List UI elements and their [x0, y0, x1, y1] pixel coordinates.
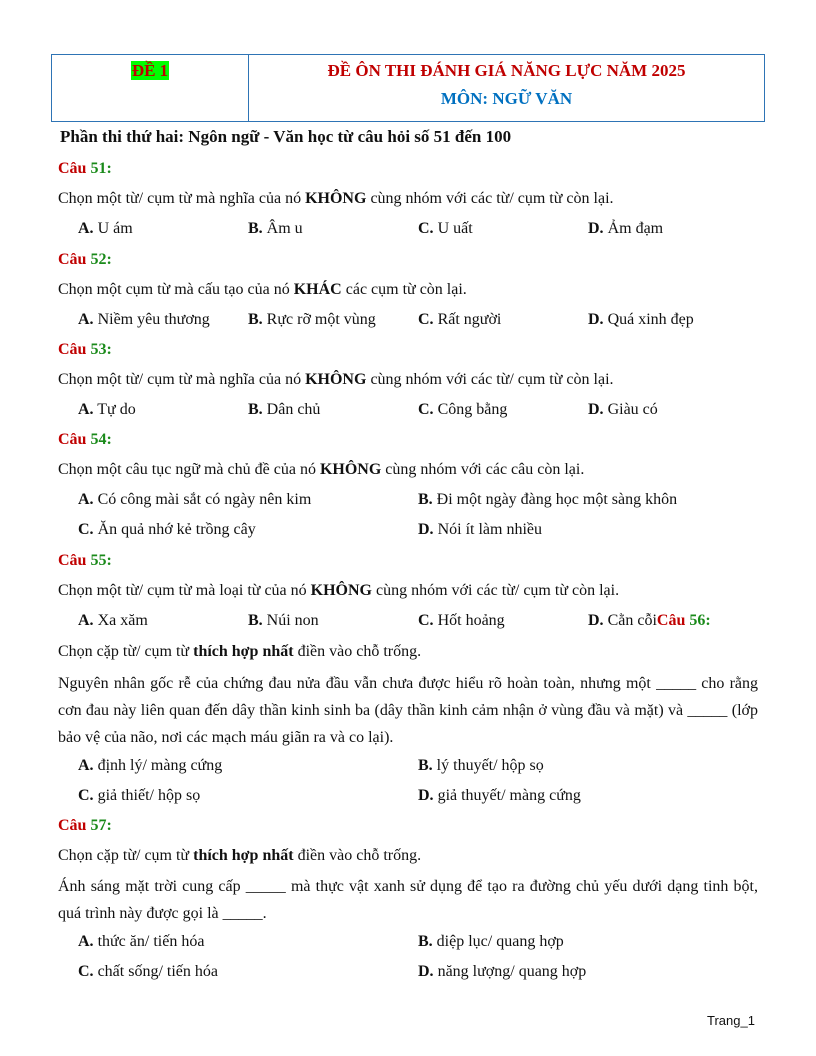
- option-a[interactable]: A. thức ăn/ tiến hóa: [78, 933, 205, 950]
- question-57-passage: Ánh sáng mặt trời cung cấp _____ mà thực vật xanh sử dụng để tạo ra đường chủ yếu dưới dạng tinh bột, quá trình này được gọi là _____.: [58, 878, 758, 922]
- question-word: Câu: [58, 251, 87, 268]
- exam-title: ĐỀ ÔN THI ĐÁNH GIÁ NĂNG LỰC NĂM 2025: [327, 61, 686, 80]
- option-c[interactable]: C. U uất: [418, 220, 473, 237]
- option-c[interactable]: C. chất sống/ tiến hóa: [78, 963, 218, 980]
- option-a[interactable]: A. Xa xăm: [78, 612, 148, 629]
- option-b[interactable]: B. diệp lục/ quang hợp: [418, 933, 564, 950]
- exam-subject: MÔN: NGỮ VĂN: [440, 89, 573, 108]
- question-word: Câu: [58, 817, 87, 834]
- option-d[interactable]: D. Ảm đạm: [588, 220, 664, 237]
- question-52-prompt: Chọn một cụm từ mà cấu tạo của nó KHÁC các cụm từ còn lại.: [58, 281, 467, 298]
- option-c[interactable]: C. Rất người: [418, 311, 502, 328]
- option-b[interactable]: B. Đi một ngày đàng học một sàng khôn: [418, 491, 678, 508]
- question-53-heading: [58, 341, 112, 359]
- question-number: 53:: [90, 341, 112, 358]
- question-54-prompt: Chọn một câu tục ngữ mà chủ đề của nó KHÔNG cùng nhóm với các câu còn lại.: [58, 461, 585, 478]
- question-56-heading: [657, 612, 711, 629]
- option-c[interactable]: C. Hốt hoảng: [418, 612, 505, 629]
- option-d[interactable]: D. năng lượng/ quang hợp: [418, 963, 587, 980]
- question-51-heading: [58, 160, 112, 178]
- question-word: Câu: [656, 612, 686, 629]
- question-number: 54:: [90, 431, 112, 448]
- page-number: Trang_1: [707, 1013, 755, 1028]
- question-number: 55:: [90, 552, 112, 569]
- section-title: Phần thi thứ hai: Ngôn ngữ - Văn học từ câu hỏi số 51 đến 100: [60, 127, 512, 146]
- option-a[interactable]: A. định lý/ màng cứng: [78, 757, 223, 774]
- question-number: 51:: [90, 160, 112, 177]
- question-53-prompt: Chọn một từ/ cụm từ mà nghĩa của nó KHÔNG cùng nhóm với các từ/ cụm từ còn lại.: [58, 371, 614, 388]
- option-c[interactable]: C. Công bằng: [418, 401, 508, 418]
- question-number: 56:: [689, 612, 711, 629]
- option-d[interactable]: D. giả thuyết/ màng cứng: [418, 787, 581, 804]
- header-table: [51, 54, 765, 122]
- header-code-cell: [52, 55, 249, 121]
- question-57-prompt: Chọn cặp từ/ cụm từ thích hợp nhất điền vào chỗ trống.: [58, 847, 422, 864]
- option-b[interactable]: B. Dân chủ: [248, 401, 321, 418]
- question-54-heading: [58, 431, 112, 449]
- option-a[interactable]: A. Niềm yêu thương: [78, 311, 210, 328]
- question-52-heading: [58, 251, 112, 269]
- option-b[interactable]: B. Núi non: [248, 612, 319, 629]
- header-title-cell: [249, 55, 764, 121]
- question-51-prompt: Chọn một từ/ cụm từ mà nghĩa của nó KHÔNG cùng nhóm với các từ/ cụm từ còn lại.: [58, 190, 614, 207]
- question-57-heading: [58, 817, 112, 835]
- option-a[interactable]: A. Tự do: [78, 401, 136, 418]
- option-c[interactable]: C. Ăn quả nhớ kẻ trồng cây: [78, 521, 256, 538]
- option-d[interactable]: D. Cằn cỗiCâu 56:: [588, 612, 711, 629]
- option-b[interactable]: B. lý thuyết/ hộp sọ: [418, 757, 544, 774]
- option-d[interactable]: D. Quá xinh đẹp: [588, 311, 694, 328]
- question-55-prompt: Chọn một từ/ cụm từ mà loại từ của nó KHÔNG cùng nhóm với các từ/ cụm từ còn lại.: [58, 582, 620, 599]
- option-b[interactable]: B. Rực rỡ một vùng: [248, 311, 376, 328]
- option-d[interactable]: D. Giàu có: [588, 401, 658, 418]
- question-56-passage: Nguyên nhân gốc rễ của chứng đau nửa đầu vẫn chưa được hiểu rõ hoàn toàn, nhưng một _____ cho rằng cơn đau này liên quan đến dây thần kinh sinh ba (dây thần kinh cảm nhận ở vùng đầu và mặt) và _____ (lớp bảo vệ của não, nơi các mạch máu giãn ra và co lại).: [58, 675, 758, 746]
- question-word: Câu: [58, 552, 87, 569]
- question-word: Câu: [58, 341, 87, 358]
- option-c[interactable]: C. giả thiết/ hộp sọ: [78, 787, 201, 804]
- question-word: Câu: [58, 431, 87, 448]
- question-number: 57:: [90, 817, 112, 834]
- exam-code-badge: ĐỀ 1: [131, 61, 169, 80]
- question-number: 52:: [90, 251, 112, 268]
- question-55-heading: [58, 552, 112, 570]
- option-d[interactable]: D. Nói ít làm nhiều: [418, 521, 542, 538]
- question-word: Câu: [58, 160, 87, 177]
- option-b[interactable]: B. Âm u: [248, 220, 303, 237]
- option-a[interactable]: A. Có công mài sắt có ngày nên kim: [78, 491, 312, 508]
- question-56-prompt: Chọn cặp từ/ cụm từ thích hợp nhất điền vào chỗ trống.: [58, 643, 422, 660]
- option-a[interactable]: A. U ám: [78, 220, 133, 237]
